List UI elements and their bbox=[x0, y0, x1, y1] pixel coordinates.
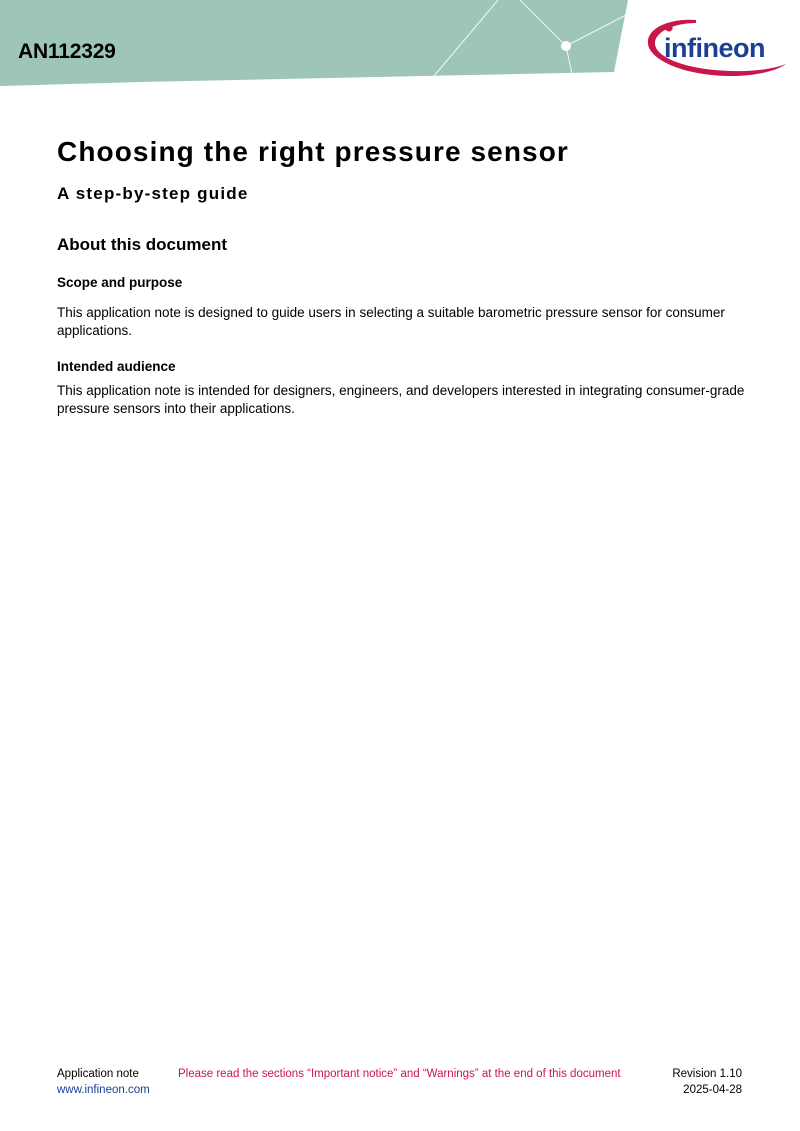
document-number: AN112329 bbox=[18, 40, 116, 63]
audience-paragraph: This application note is intended for designers, engineers, and developers interested in integrating consumer-grade pressure sensors into their applications. bbox=[57, 383, 745, 416]
infineon-logo bbox=[640, 14, 788, 80]
document-title: Choosing the right pressure sensor bbox=[57, 136, 569, 167]
scope-heading: Scope and purpose bbox=[57, 275, 183, 290]
footer-left bbox=[57, 1066, 150, 1098]
scope-paragraph: This application note is designed to guide users in selecting a suitable barometric pressure sensor for consumer applications. bbox=[57, 305, 725, 338]
document-subtitle: A step-by-step guide bbox=[57, 184, 249, 203]
footer-revision: Revision 1.10 bbox=[672, 1068, 742, 1080]
footer-website-link[interactable]: www.infineon.com bbox=[57, 1084, 150, 1096]
header-network-node bbox=[561, 41, 571, 51]
footer-date: 2025-04-28 bbox=[683, 1084, 742, 1096]
footer-notice: Please read the sections “Important notice” and “Warnings” at the end of this document bbox=[178, 1068, 621, 1080]
about-heading: About this document bbox=[57, 235, 227, 254]
logo-i-dot bbox=[665, 24, 672, 31]
footer-right bbox=[672, 1066, 742, 1098]
footer-doc-type: Application note bbox=[57, 1068, 139, 1080]
logo-wordmark: infineon bbox=[664, 33, 765, 63]
audience-heading: Intended audience bbox=[57, 359, 176, 374]
